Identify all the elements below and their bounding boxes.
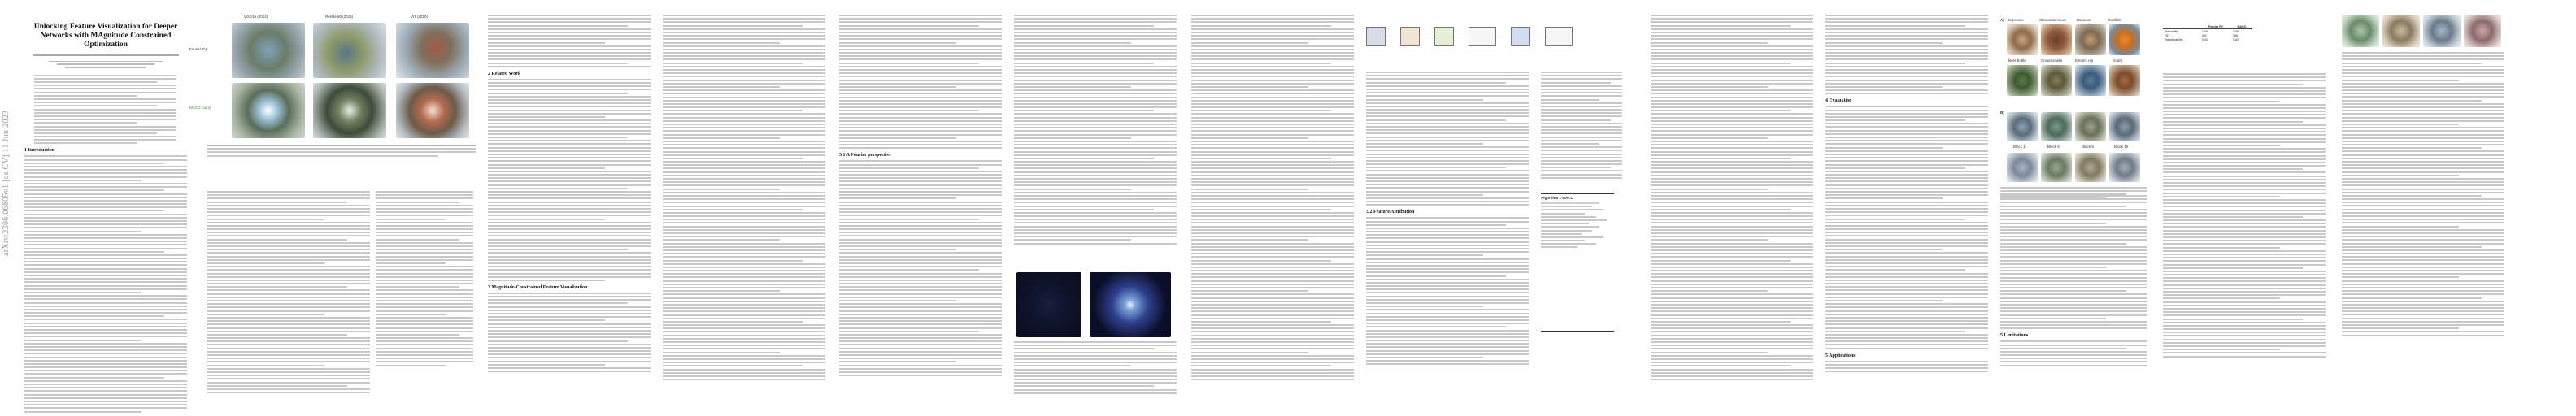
table-header-cell: Fourier FV <box>2200 24 2231 29</box>
page-5-right-column <box>1541 72 1622 189</box>
page-3-right-column <box>1014 15 1177 266</box>
block-image <box>2109 153 2140 182</box>
page-1-right-column <box>207 191 370 410</box>
diagram-block <box>1511 27 1530 46</box>
method-diagram <box>1366 15 1577 63</box>
small-figure-image <box>2464 15 2501 47</box>
fig1-col-label: ViT (2020) <box>411 15 428 19</box>
fig1-row-label: Fourier FV <box>189 47 207 51</box>
fig-label: Electric ray <box>2075 58 2094 63</box>
block-image <box>2075 153 2106 182</box>
table-cell: FID <box>2165 33 2169 37</box>
diagram-block <box>1366 27 1386 46</box>
block-image <box>2007 153 2038 182</box>
fig-label: Espresso <box>2008 18 2024 22</box>
block-image <box>2075 112 2106 141</box>
fig-label: B) <box>2000 110 2004 115</box>
fig1-image <box>396 83 469 138</box>
fig-label: Block 5 <box>2047 145 2060 149</box>
fig-label: Goldfish <box>2108 18 2121 22</box>
section-limitations: 5 Limitations <box>2000 333 2029 339</box>
diagram-block <box>1434 27 1454 46</box>
algorithm-box <box>1541 193 1614 332</box>
arxiv-stamp: arXiv:2306.06805v1 [cs.CV] 11 Jun 2023 <box>2 110 11 256</box>
table-header-cell: MACO <box>2231 24 2252 29</box>
fig-label: Crown snake <box>2041 58 2063 63</box>
page-1-left-column <box>24 23 195 414</box>
page-5-left-column <box>1366 72 1529 413</box>
section-introduction: 1 Introduction <box>24 148 55 154</box>
fig-label: Block 9 <box>2082 145 2094 149</box>
diagram-block <box>1469 27 1496 46</box>
block-image <box>2041 153 2072 182</box>
section-related-work: 2 Related Work <box>488 71 521 76</box>
page-2-left-column <box>488 15 651 413</box>
table-cell: 306 <box>2232 33 2238 37</box>
feature-image <box>2109 24 2140 55</box>
figure-1 <box>189 15 476 185</box>
table-cell: Transferability <box>2165 37 2183 41</box>
diagram-block <box>1400 27 1420 46</box>
fig1-image <box>232 83 305 138</box>
fig-label: Block 10 <box>2114 145 2129 149</box>
paper-title: Unlocking Feature Visualization for Deeper Networks with MAgnitude Constrained Optimization <box>33 23 178 49</box>
fig1-col-label: VGG16 (2014) <box>244 15 268 19</box>
section-method: 3 Magnitude-Constrained Feature Visualization <box>488 284 588 290</box>
feature-image <box>2007 24 2038 55</box>
block-image <box>2007 112 2038 141</box>
section-fourier: 3.1 A Fourier perspective <box>839 153 892 158</box>
block-image <box>2109 112 2140 141</box>
page-3-left-column <box>839 15 1002 413</box>
algorithm-title: Algorithm 1 MACO <box>1541 196 1573 200</box>
feature-image <box>2075 65 2106 96</box>
fig1-image <box>313 83 386 138</box>
table-cell: 342 <box>2201 33 2207 37</box>
section-evaluation: 4 Evaluation <box>1825 98 1852 104</box>
table-cell: 0.99 <box>2232 29 2239 33</box>
fig-label: Block 1 <box>2013 145 2026 149</box>
small-figure-image <box>2342 15 2379 47</box>
page-1-right-column-b <box>376 191 473 410</box>
diagram-block <box>1545 27 1573 46</box>
section-attribution: 3.2 Feature Attribution <box>1366 210 1415 215</box>
table-cell: 0.43 <box>2201 37 2208 41</box>
fig-label: Bassoon <box>2077 18 2091 22</box>
page-6-left-column <box>1651 15 1813 413</box>
table-row <box>2163 37 2252 41</box>
fig1-col-label: ResNet50 (2016) <box>325 15 354 19</box>
page-4-left-column <box>1191 15 1354 413</box>
fig-label: Guitar <box>2113 58 2123 63</box>
table-cell: 0.63 <box>2232 37 2239 41</box>
feature-image <box>2041 24 2072 55</box>
feature-image <box>2075 24 2106 55</box>
results-table <box>2163 24 2252 41</box>
feature-image <box>2041 65 2072 96</box>
page-6-right-column <box>1825 15 1988 413</box>
fig1-image <box>313 23 386 78</box>
fig-label: A) <box>2000 18 2004 22</box>
page-8-column <box>2342 15 2504 413</box>
small-figure-image <box>2423 15 2461 47</box>
fig1-image <box>232 23 305 78</box>
page-7-left-column <box>2000 195 2147 414</box>
section-applications: 5 Applications <box>1825 353 1856 358</box>
spectrum-image <box>1016 272 1081 337</box>
page-7-right-column <box>2163 73 2326 414</box>
feature-image <box>2007 65 2038 96</box>
small-figure-image <box>2382 15 2420 47</box>
fig1-row-label: MACO (ours) <box>189 106 211 110</box>
block-image <box>2041 112 2072 141</box>
table-cell: Plausibility <box>2165 29 2178 33</box>
table-cell: 1.09 <box>2201 29 2208 33</box>
page-2-right-column <box>663 15 825 413</box>
fig1-image <box>396 23 469 78</box>
fig-label: Beer bottle <box>2008 58 2026 63</box>
spectrum-image <box>1090 272 1171 337</box>
fig-label: Chocolate sauce <box>2039 18 2067 22</box>
feature-image <box>2109 65 2140 96</box>
spectrum-caption <box>1014 341 1177 414</box>
